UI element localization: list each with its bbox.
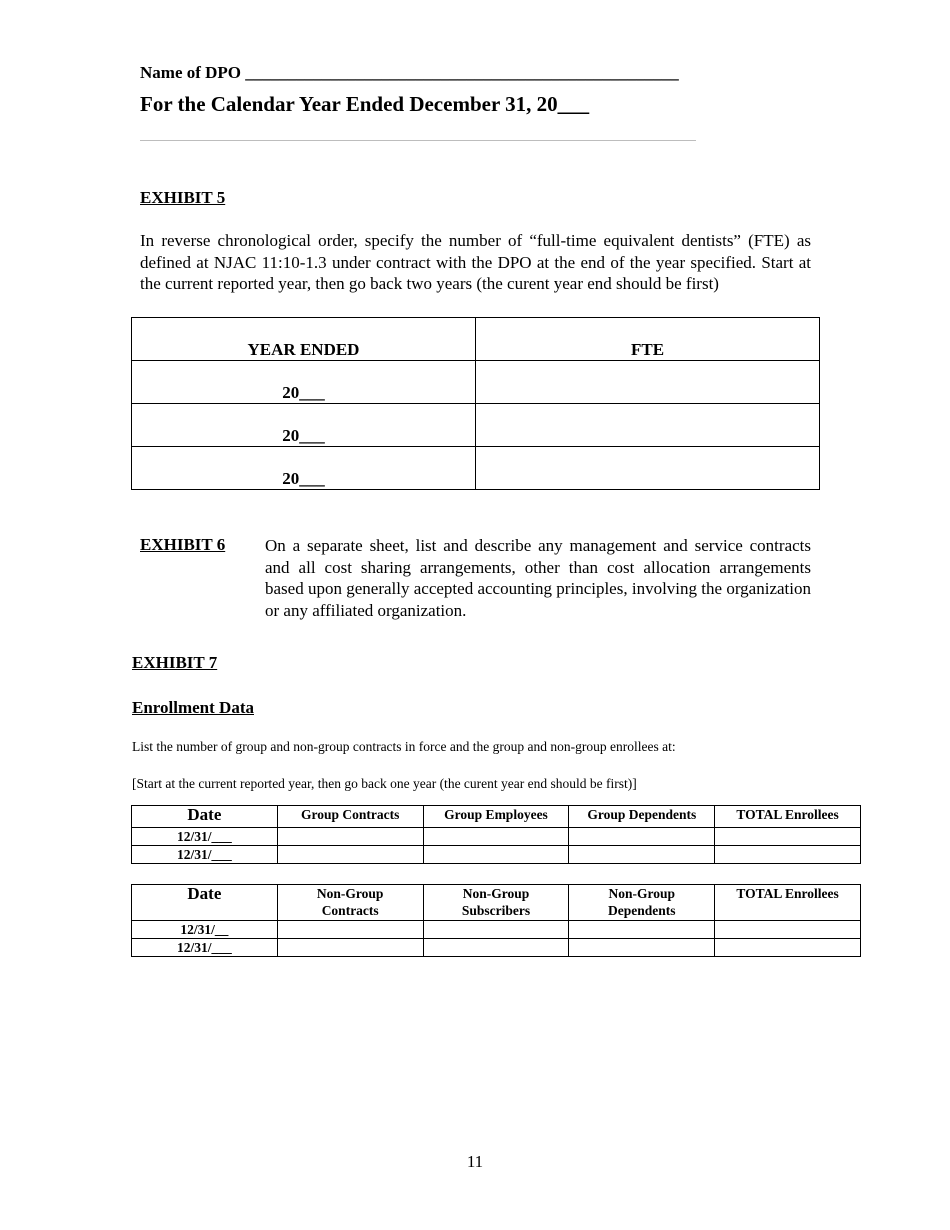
fte-table-header-row [132, 318, 820, 361]
enrollment-data-subtitle: Enrollment Data [132, 698, 254, 717]
date-cell: 12/31/___ [132, 846, 278, 864]
nongroup-dependents-header: Non-Group Dependents [569, 885, 715, 921]
exhibit-7-title: EXHIBIT 7 [132, 653, 218, 672]
nongroup-subscribers-header: Non-Group Subscribers [423, 885, 569, 921]
fte-cell[interactable] [476, 361, 820, 404]
total-enrollees-cell[interactable] [715, 846, 861, 864]
group-contracts-header: Group Contracts [277, 806, 423, 828]
exhibit-5-title: EXHIBIT 5 [140, 188, 226, 207]
total-enrollees-cell[interactable] [715, 828, 861, 846]
total-enrollees-cell[interactable] [715, 921, 861, 939]
nongroup-subscribers-cell[interactable] [423, 921, 569, 939]
group-dependents-header: Group Dependents [569, 806, 715, 828]
table-row [132, 404, 820, 447]
nongroup-contracts-cell[interactable] [277, 939, 423, 957]
enrollment-start-note: [Start at the current reported year, then go back one year (the curent year end should be first)] [132, 776, 637, 791]
year-ended-cell: 20___ [132, 404, 476, 447]
nongroup-subscribers-cell[interactable] [423, 939, 569, 957]
nongroup-enrollment-table [131, 884, 861, 957]
group-contracts-cell[interactable] [277, 846, 423, 864]
total-enrollees-cell[interactable] [715, 939, 861, 957]
date-cell: 12/31/__ [132, 921, 278, 939]
fte-cell[interactable] [476, 404, 820, 447]
fte-cell[interactable] [476, 447, 820, 490]
table-row [132, 939, 861, 957]
year-ended-header: YEAR ENDED [132, 318, 476, 361]
total-enrollees-header: TOTAL Enrollees [715, 885, 861, 921]
table-row [132, 447, 820, 490]
nongroup-dependents-cell[interactable] [569, 939, 715, 957]
enrollment-instructions: List the number of group and non-group contracts in force and the group and non-group enrollees at: [132, 739, 676, 754]
exhibit-6-title: EXHIBIT 6 [140, 535, 226, 554]
group-enrollment-table [131, 805, 861, 864]
fte-table [131, 317, 820, 490]
date-cell: 12/31/___ [132, 939, 278, 957]
table-row [132, 361, 820, 404]
exhibit-5-instructions: In reverse chronological order, specify the number of “full-time equivalent dentists” (FTE) as defined at NJAC 11:10-1.3 under contract with the DPO at the end of the year specified. Start at the current reported year, then go back two years (the curent year end should be first) [140, 231, 811, 293]
date-header: Date [132, 806, 278, 828]
date-header: Date [132, 885, 278, 921]
exhibit-6-text: On a separate sheet, list and describe any management and service contracts and all cost sharing arrangements, other than cost allocation arrangements based upon generally accepted accounting principles, involving the organization or any affiliated organization. [265, 536, 811, 620]
page-number: 11 [466, 1152, 484, 1171]
table-row [132, 846, 861, 864]
fte-header: FTE [476, 318, 820, 361]
nongroup-dependents-cell[interactable] [569, 921, 715, 939]
date-cell: 12/31/___ [132, 828, 278, 846]
year-ended-cell: 20___ [132, 361, 476, 404]
nongroup-contracts-cell[interactable] [277, 921, 423, 939]
nongroup-table-header-row [132, 885, 861, 921]
table-row [132, 921, 861, 939]
group-dependents-cell[interactable] [569, 846, 715, 864]
calendar-year-heading: For the Calendar Year Ended December 31, 20___ [140, 92, 590, 116]
header-divider [140, 140, 696, 141]
nongroup-contracts-header: Non-Group Contracts [277, 885, 423, 921]
group-table-header-row [132, 806, 861, 828]
group-contracts-cell[interactable] [277, 828, 423, 846]
dpo-name-field: Name of DPO ___________________________________________________ [140, 63, 679, 82]
group-employees-header: Group Employees [423, 806, 569, 828]
group-employees-cell[interactable] [423, 846, 569, 864]
group-employees-cell[interactable] [423, 828, 569, 846]
table-row [132, 828, 861, 846]
total-enrollees-header: TOTAL Enrollees [715, 806, 861, 828]
group-dependents-cell[interactable] [569, 828, 715, 846]
year-ended-cell: 20___ [132, 447, 476, 490]
